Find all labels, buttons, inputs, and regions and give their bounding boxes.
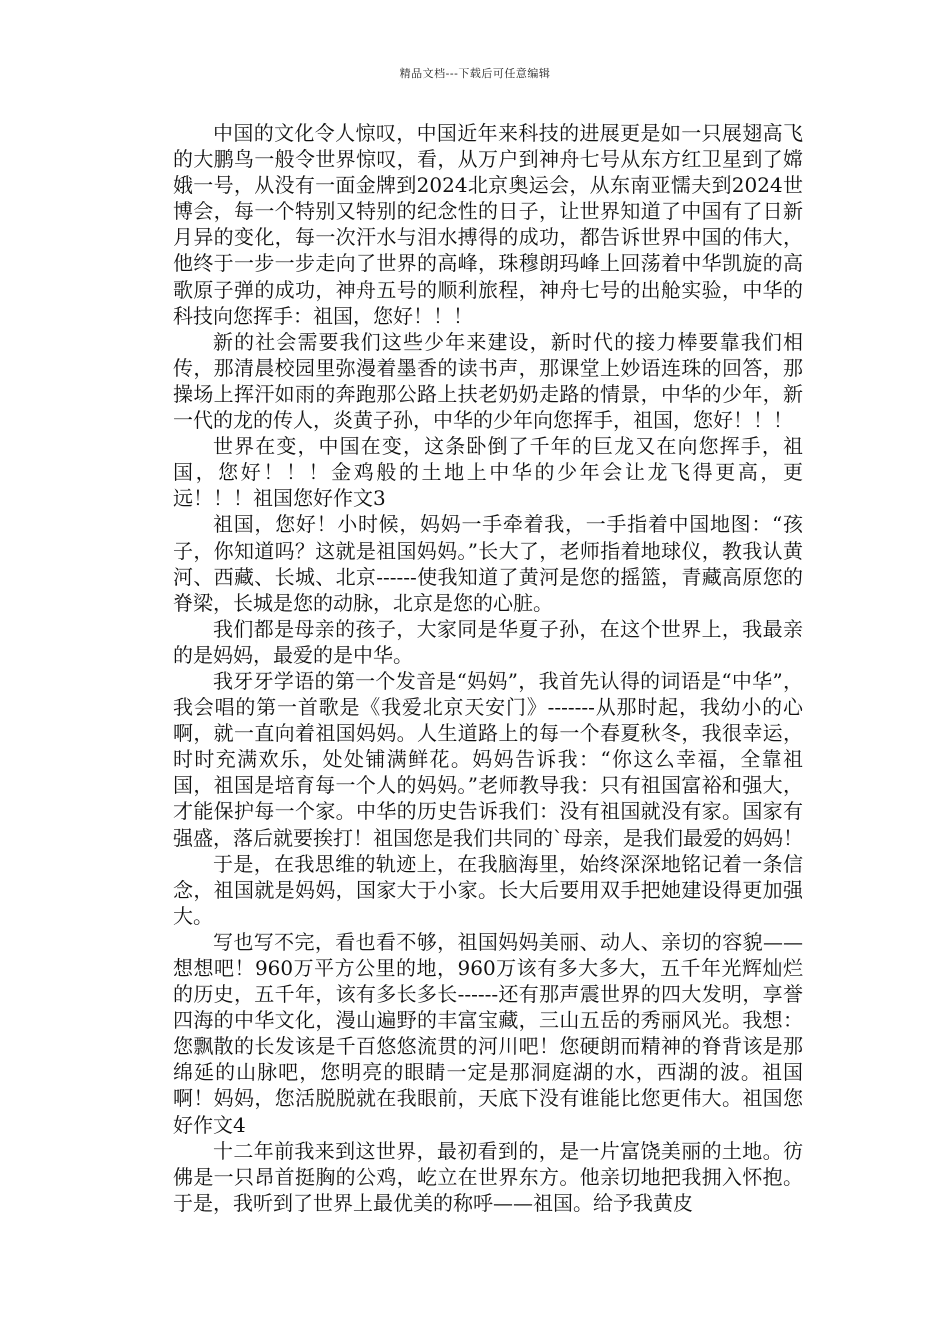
page-header: 精品文档---下载后可任意编辑 — [399, 67, 551, 80]
paragraph: 我们都是母亲的孩子，大家同是华夏子孙，在这个世界上，我最亲的是妈妈，最爱的是中华。 — [173, 616, 803, 667]
paragraph: 世界在变，中国在变，这条卧倒了千年的巨龙又在向您挥手，祖国，您好！！！金鸡般的土地上中华的少年会让龙飞得更高，更远！！！祖国您好作文3 — [173, 434, 803, 511]
paragraph: 中国的文化令人惊叹，中国近年来科技的进展更是如一只展翅高飞的大鹏鸟一般令世界惊叹，看，从万户到神舟七号从东方红卫星到了嫦娥一号，从没有一面金牌到2024北京奥运会，从东南亚懦夫到2024世博会，每一个特别又特别的纪念性的日子，让世界知道了中国有了日新月异的变化，每一次汗水与泪水搏得的成功，都告诉世界中国的伟大，他终于一步一步走向了世界的高峰，珠穆朗玛峰上回荡着中华凯旋的高歌原子弹的成功，神舟五号的顺利旅程，神舟七号的出舱实验，中华的科技向您挥手：祖国，您好！！！ — [173, 121, 803, 328]
paragraph: 我牙牙学语的第一个发音是“妈妈”，我首先认得的词语是“中华”，我会唱的第一首歌是《我爱北京天安门》-------从那时起，我幼小的心啊，就一直向着祖国妈妈。人生道路上的每一个春夏秋冬，我很幸运，时时充满欢乐，处处铺满鲜花。妈妈告诉我：“你这么幸福，全靠祖国，祖国是培育每一个人的妈妈。”老师教导我：只有祖国富裕和强大，才能保护每一个家。中华的历史告诉我们：没有祖国就没有家。国家有强盛，落后就要挨打！祖国您是我们共同的`母亲，是我们最爱的妈妈！ — [173, 668, 803, 850]
paragraph: 写也写不完，看也看不够，祖国妈妈美丽、动人、亲切的容貌——想想吧！960万平方公里的地，960万该有多大多大，五千年光辉灿烂的历史，五千年，该有多长多长------还有那声震世界的四大发明，享誉四海的中华文化，漫山遍野的丰富宝藏，三山五岳的秀丽风光。我想：您飘散的长发该是千百悠悠流贯的河川吧！您硬朗而精神的脊背该是那绵延的山脉吧，您明亮的眼睛一定是那洞庭湖的水，西湖的波。祖国啊！妈妈，您活脱脱就在我眼前，天底下没有谁能比您更伟大。祖国您好作文4 — [173, 929, 803, 1137]
paragraph: 十二年前我来到这世界，最初看到的，是一片富饶美丽的土地。彷佛是一只昂首挺胸的公鸡，屹立在世界东方。他亲切地把我拥入怀抱。于是，我听到了世界上最优美的称呼——祖国。给予我黄皮 — [173, 1138, 803, 1215]
document-body — [173, 120, 803, 1216]
paragraph: 祖国，您好！小时候，妈妈一手牵着我，一手指着中国地图：“孩子，你知道吗？这就是祖国妈妈。”长大了，老师指着地球仪，教我认黄河、西藏、长城、北京------使我知道了黄河是您的摇篮，青藏高原您的脊梁，长城是您的动脉，北京是您的心脏。 — [173, 512, 803, 615]
paragraph: 新的社会需要我们这些少年来建设，新时代的接力棒要靠我们相传，那清晨校园里弥漫着墨香的读书声，那课堂上妙语连珠的回答，那操场上挥汗如雨的奔跑那公路上扶老奶奶走路的情景，中华的少年，新一代的龙的传人，炎黄子孙，中华的少年向您挥手，祖国，您好！！！ — [173, 329, 803, 433]
paragraph: 于是，在我思维的轨迹上，在我脑海里，始终深深地铭记着一条信念，祖国就是妈妈，国家大于小家。长大后要用双手把她建设得更加强大。 — [173, 851, 803, 928]
